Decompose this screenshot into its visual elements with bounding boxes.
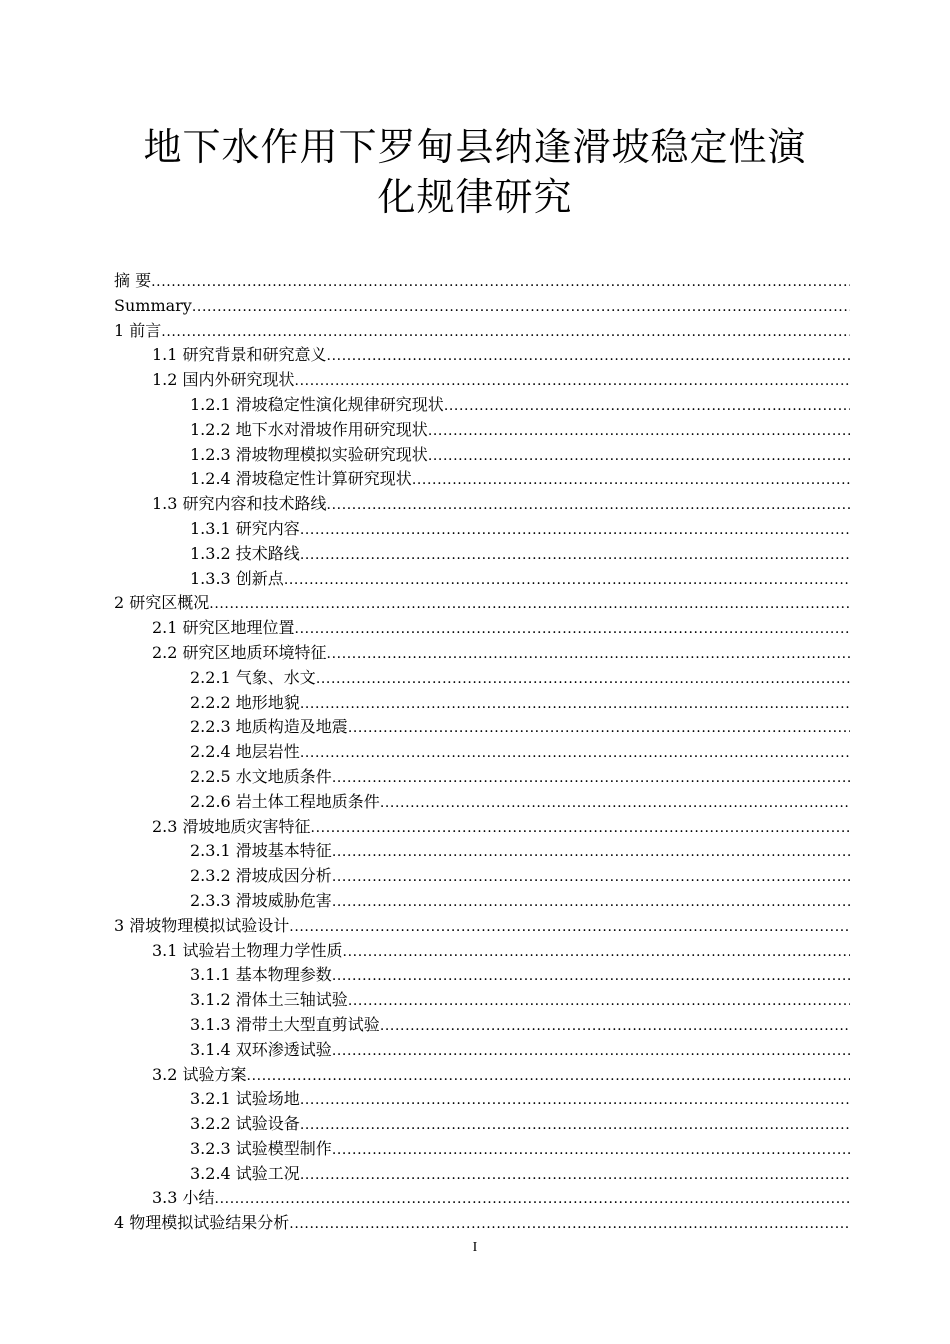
toc-dot-leader [295,369,850,393]
toc-dot-leader [209,592,850,616]
toc-entry-label: 3.2.4 试验工况 [190,1163,300,1183]
toc-dot-leader [332,766,850,790]
page-number: I [472,1240,478,1255]
toc-dot-leader [300,741,850,765]
toc-dot-leader [444,394,850,418]
toc-entry[interactable] [114,467,850,492]
toc-entry-label: 1.1 研究背景和研究意义 [152,345,327,365]
toc-entry-label: 1.3 研究内容和技术路线 [152,494,327,514]
toc-dot-leader [300,543,850,567]
toc-dot-leader [215,1187,850,1211]
title-line-1: 地下水作用下罗甸县纳逢滑坡稳定性演 [143,125,807,169]
toc-entry[interactable] [114,418,850,443]
toc-entry-label: 2.2.3 地质构造及地震 [190,717,348,737]
toc-entry-label: 2.2.5 水文地质条件 [190,766,332,786]
toc-entry-label: 摘 要 [114,271,152,290]
toc-entry[interactable] [114,1013,850,1038]
toc-entry[interactable] [114,1063,850,1088]
toc-entry-label: 3.2 试验方案 [152,1064,247,1084]
toc-entry-label: 1 前言 [114,320,162,340]
toc-entry[interactable] [114,591,850,616]
toc-dot-leader [348,989,850,1013]
toc-entry[interactable] [114,815,850,840]
toc-entry[interactable] [114,1038,850,1063]
toc-entry[interactable] [114,1137,850,1162]
toc-entry[interactable] [114,443,850,468]
table-of-contents [114,269,850,1236]
toc-dot-leader [161,320,850,344]
toc-dot-leader [311,816,850,840]
toc-dot-leader [327,493,850,517]
toc-dot-leader [316,667,850,691]
toc-entry-label: 3.1 试验岩土物理力学性质 [152,940,343,960]
toc-dot-leader [300,518,850,542]
toc-dot-leader [332,1138,850,1162]
toc-entry-label: 2.2.4 地层岩性 [190,742,300,762]
toc-entry[interactable] [114,368,850,393]
toc-entry[interactable] [114,765,850,790]
toc-entry[interactable] [114,988,850,1013]
toc-entry-label: 3 滑坡物理模拟试验设计 [114,915,290,935]
toc-dot-leader [332,964,850,988]
toc-dot-leader [289,1212,850,1236]
toc-dot-leader [332,1039,850,1063]
toc-dot-leader [289,915,850,939]
toc-dot-leader [343,940,850,964]
toc-entry[interactable] [114,616,850,641]
toc-entry[interactable] [114,641,850,666]
toc-dot-leader [327,642,850,666]
toc-entry-label: 4 物理模拟试验结果分析 [114,1213,290,1233]
toc-entry-label: 3.2.3 试验模型制作 [190,1138,332,1158]
toc-entry-label: 2.3.2 滑坡成因分析 [190,866,332,886]
toc-dot-leader [428,419,850,443]
toc-dot-leader [295,617,850,641]
toc-entry-label: 1.3.3 创新点 [190,568,284,588]
toc-dot-leader [247,1064,850,1088]
toc-dot-leader [380,791,850,815]
toc-entry-label: 3.1.3 滑带土大型直剪试验 [190,1014,380,1034]
toc-entry-label: 1.2.3 滑坡物理模拟实验研究现状 [190,444,428,464]
toc-entry-label: 1.3.2 技术路线 [190,543,300,563]
toc-entry[interactable] [114,839,850,864]
toc-entry[interactable] [114,1112,850,1137]
document-title [100,122,850,222]
toc-entry-label: 3.1.1 基本物理参数 [190,965,332,985]
toc-entry-label: 3.3 小结 [152,1188,215,1208]
toc-entry-label: 3.1.4 双环渗透试验 [190,1039,332,1059]
toc-entry-label: 3.2.2 试验设备 [190,1114,300,1134]
toc-dot-leader [428,444,850,468]
toc-entry[interactable] [114,294,850,319]
toc-entry[interactable] [114,517,850,542]
toc-entry[interactable] [114,567,850,592]
toc-entry[interactable] [114,666,850,691]
toc-entry-label: 2 研究区概况 [114,593,210,613]
toc-entry[interactable] [114,492,850,517]
toc-dot-leader [192,295,850,319]
toc-entry[interactable] [114,914,850,939]
toc-dot-leader [412,468,850,492]
toc-entry[interactable] [114,393,850,418]
toc-entry[interactable] [114,889,850,914]
toc-entry-label: 3.1.2 滑体土三轴试验 [190,990,348,1010]
toc-entry[interactable] [114,864,850,889]
toc-dot-leader [348,716,850,740]
title-line-2: 化规律研究 [377,175,573,219]
toc-entry-label: 2.3.3 滑坡威胁危害 [190,890,332,910]
toc-entry[interactable] [114,319,850,344]
toc-entry-label: 1.2 国内外研究现状 [152,370,295,390]
toc-entry-label: 2.1 研究区地理位置 [152,618,295,638]
toc-dot-leader [300,1163,850,1187]
toc-entry[interactable] [114,269,850,294]
toc-dot-leader [332,840,850,864]
toc-entry-label: Summary [114,295,192,315]
toc-entry[interactable] [114,790,850,815]
toc-entry-label: 1.3.1 研究内容 [190,518,300,538]
toc-dot-leader [300,1088,850,1112]
toc-entry[interactable] [114,1211,850,1236]
toc-entry[interactable] [114,1087,850,1112]
toc-entry[interactable] [114,691,850,716]
toc-entry[interactable] [114,542,850,567]
toc-dot-leader [151,270,850,294]
toc-entry-label: 1.2.1 滑坡稳定性演化规律研究现状 [190,394,444,414]
toc-entry[interactable] [114,939,850,964]
toc-entry-label: 2.2.2 地形地貌 [190,692,300,712]
toc-entry[interactable] [114,740,850,765]
toc-dot-leader [300,1113,850,1137]
toc-dot-leader [332,865,850,889]
toc-dot-leader [284,568,850,592]
toc-entry-label: 3.2.1 试验场地 [190,1089,300,1109]
toc-entry[interactable] [114,963,850,988]
toc-entry[interactable] [114,715,850,740]
toc-entry[interactable] [114,1162,850,1187]
toc-dot-leader [380,1014,850,1038]
toc-dot-leader [300,692,850,716]
toc-entry[interactable] [114,343,850,368]
toc-entry-label: 1.2.4 滑坡稳定性计算研究现状 [190,469,412,489]
toc-entry-label: 2.3.1 滑坡基本特征 [190,841,332,861]
toc-entry-label: 2.3 滑坡地质灾害特征 [152,816,311,836]
toc-entry-label: 2.2 研究区地质环境特征 [152,642,327,662]
toc-entry[interactable] [114,1186,850,1211]
toc-dot-leader [327,344,850,368]
toc-entry-label: 1.2.2 地下水对滑坡作用研究现状 [190,419,428,439]
toc-entry-label: 2.2.1 气象、水文 [190,667,316,687]
toc-entry-label: 2.2.6 岩土体工程地质条件 [190,791,380,811]
toc-dot-leader [332,890,850,914]
